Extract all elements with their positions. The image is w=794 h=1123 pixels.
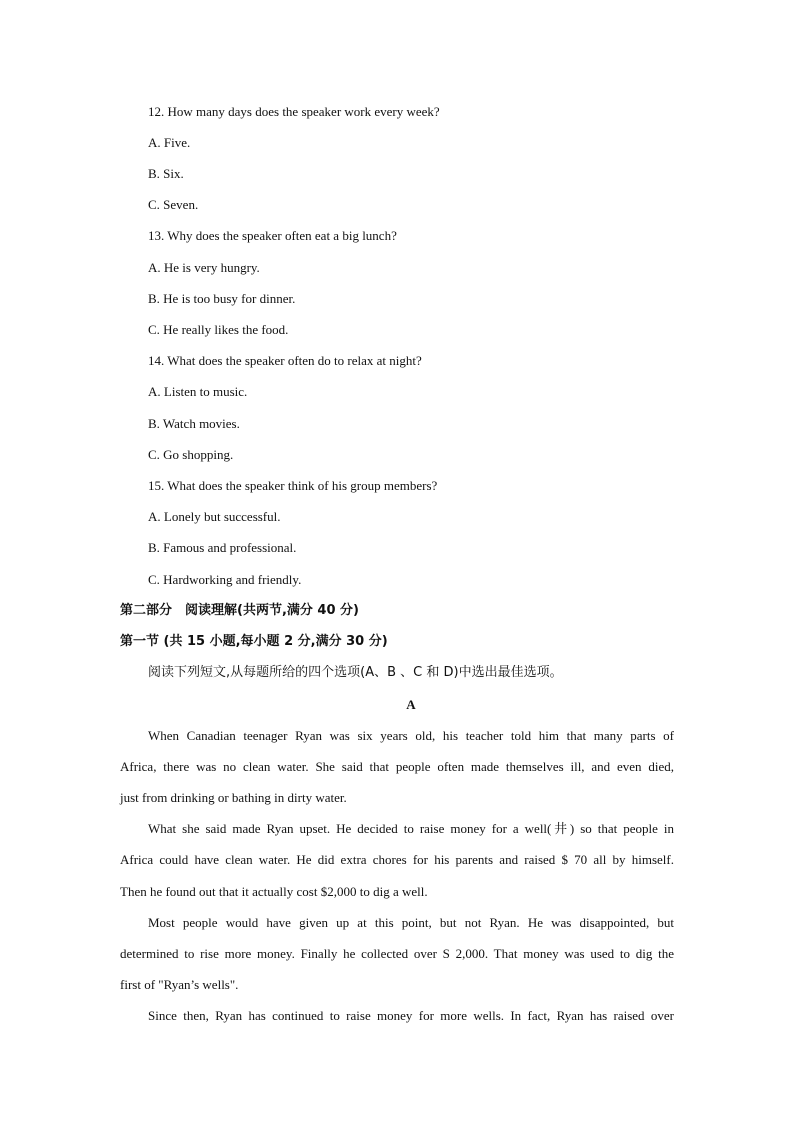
passage-p3-line3: first of "Ryan’s wells". — [120, 977, 239, 992]
passage-p1-line3: just from drinking or bathing in dirty water. — [120, 790, 347, 805]
part-two-title: 第二部分 阅读理解(共两节,满分 40 分) — [120, 603, 359, 618]
passage-p2-line2: Africa could have clean water. He did extra chores for his parents and raised $ 70 all by himself. — [120, 852, 674, 867]
question-12-option-a: A. Five. — [148, 135, 191, 150]
question-13-option-c: C. He really likes the food. — [148, 322, 289, 337]
question-14-stem: 14. What does the speaker often do to relax at night? — [148, 353, 422, 368]
question-13-stem: 13. Why does the speaker often eat a big lunch? — [148, 228, 397, 243]
question-15-option-c: C. Hardworking and friendly. — [148, 572, 302, 587]
passage-p2-line3: Then he found out that it actually cost $2,000 to dig a well. — [120, 884, 428, 899]
section-one-title: 第一节 (共 15 小题,每小题 2 分,满分 30 分) — [120, 634, 388, 649]
question-14-option-a: A. Listen to music. — [148, 384, 248, 399]
question-15-option-b: B. Famous and professional. — [148, 540, 297, 555]
question-12-stem: 12. How many days does the speaker work every week? — [148, 104, 440, 119]
passage-p3-line2: determined to rise more money. Finally he collected over S 2,000. That money was used to dig the — [120, 946, 674, 961]
reading-instruction: 阅读下列短文,从每题所给的四个选项(A、B 、C 和 D)中选出最佳选项。 — [148, 665, 563, 680]
passage-p4-line1: Since then, Ryan has continued to raise money for more wells. In fact, Ryan has raised over — [148, 1008, 674, 1023]
passage-label: A — [406, 697, 416, 712]
question-15-option-a: A. Lonely but successful. — [148, 509, 281, 524]
question-13-option-a: A. He is very hungry. — [148, 260, 260, 275]
passage-p2-line1: What she said made Ryan upset. He decided to raise money for a well(井) so that people in — [148, 821, 674, 836]
passage-p1-line2: Africa, there was no clean water. She said that people often made themselves ill, and even died, — [120, 759, 674, 774]
question-14-option-c: C. Go shopping. — [148, 447, 234, 462]
question-15-stem: 15. What does the speaker think of his group members? — [148, 478, 438, 493]
question-12-option-b: B. Six. — [148, 166, 184, 181]
passage-p3-line1: Most people would have given up at this point, but not Ryan. He was disappointed, but — [148, 915, 674, 930]
question-13-option-b: B. He is too busy for dinner. — [148, 291, 296, 306]
passage-p1-line1: When Canadian teenager Ryan was six years old, his teacher told him that many parts of — [148, 728, 674, 743]
question-14-option-b: B. Watch movies. — [148, 416, 240, 431]
question-12-option-c: C. Seven. — [148, 197, 199, 212]
